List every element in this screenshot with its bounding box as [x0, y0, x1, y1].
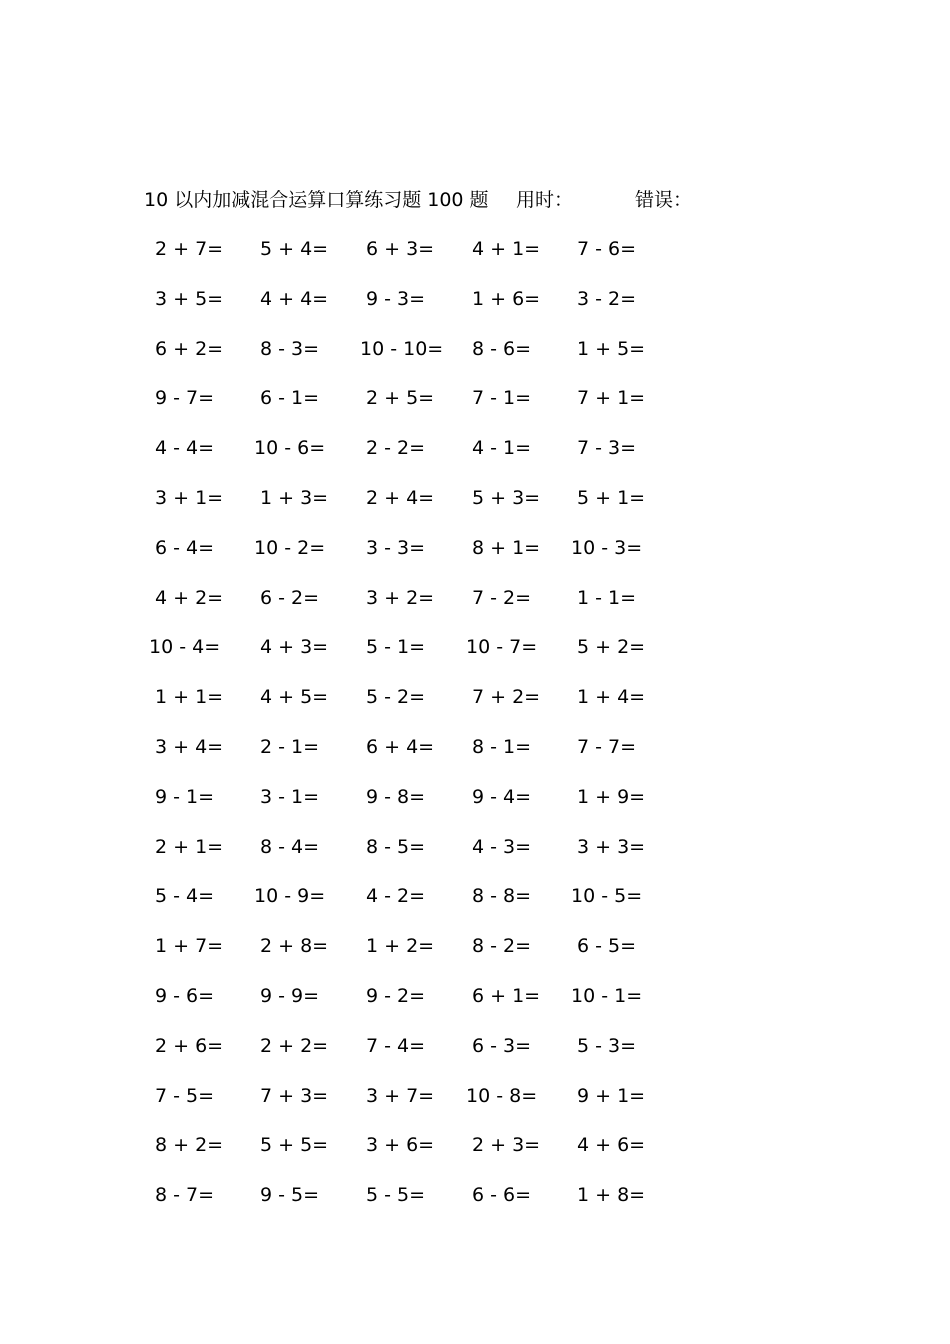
- math-problem: 6 - 1=: [260, 387, 320, 409]
- math-problem: 7 - 3=: [577, 437, 637, 459]
- math-problem: 6 - 2=: [260, 587, 320, 609]
- math-problem: 8 - 5=: [366, 836, 426, 858]
- math-problem: 10 - 4=: [149, 636, 221, 658]
- math-problem: 10 - 9=: [254, 885, 326, 907]
- math-problem: 2 + 1=: [155, 836, 224, 858]
- math-problem: 1 + 3=: [260, 487, 329, 509]
- math-problem: 1 + 1=: [155, 686, 224, 708]
- problem-row: [0, 533, 950, 563]
- math-problem: 10 - 3=: [571, 537, 643, 559]
- math-problem: 8 - 8=: [472, 885, 532, 907]
- problem-row: [0, 334, 950, 364]
- problem-row: [0, 583, 950, 613]
- math-problem: 9 - 4=: [472, 786, 532, 808]
- math-problem: 3 + 5=: [155, 288, 224, 310]
- math-problem: 8 + 1=: [472, 537, 541, 559]
- math-problem: 6 - 5=: [577, 935, 637, 957]
- math-problem: 4 + 5=: [260, 686, 329, 708]
- math-problem: 2 - 2=: [366, 437, 426, 459]
- math-problem: 3 + 1=: [155, 487, 224, 509]
- math-problem: 4 + 1=: [472, 238, 541, 260]
- math-problem: 6 - 3=: [472, 1035, 532, 1057]
- math-problem: 8 - 1=: [472, 736, 532, 758]
- math-problem: 2 + 4=: [366, 487, 435, 509]
- math-problem: 9 - 8=: [366, 786, 426, 808]
- math-problem: 3 - 1=: [260, 786, 320, 808]
- math-problem: 5 - 5=: [366, 1184, 426, 1206]
- math-problem: 6 + 3=: [366, 238, 435, 260]
- problem-row: [0, 483, 950, 513]
- math-problem: 3 + 6=: [366, 1134, 435, 1156]
- problem-row: [0, 383, 950, 413]
- math-problem: 1 + 7=: [155, 935, 224, 957]
- math-problem: 7 + 1=: [577, 387, 646, 409]
- math-problem: 6 - 4=: [155, 537, 215, 559]
- math-problem: 8 - 6=: [472, 338, 532, 360]
- math-problem: 2 + 6=: [155, 1035, 224, 1057]
- math-problem: 3 - 2=: [577, 288, 637, 310]
- math-problem: 7 - 6=: [577, 238, 637, 260]
- problem-row: [0, 782, 950, 812]
- math-problem: 5 - 4=: [155, 885, 215, 907]
- math-problem: 10 - 2=: [254, 537, 326, 559]
- problem-row: [0, 433, 950, 463]
- math-problem: 2 + 5=: [366, 387, 435, 409]
- math-problem: 5 - 3=: [577, 1035, 637, 1057]
- math-problem: 9 - 2=: [366, 985, 426, 1007]
- math-problem: 8 - 3=: [260, 338, 320, 360]
- math-problem: 3 + 2=: [366, 587, 435, 609]
- math-problem: 4 + 6=: [577, 1134, 646, 1156]
- math-problem: 8 - 2=: [472, 935, 532, 957]
- math-problem: 1 + 5=: [577, 338, 646, 360]
- math-problem: 9 + 1=: [577, 1085, 646, 1107]
- time-label: 用时：: [516, 189, 574, 211]
- math-problem: 8 - 7=: [155, 1184, 215, 1206]
- math-problem: 4 - 3=: [472, 836, 532, 858]
- problem-row: [0, 931, 950, 961]
- math-problem: 9 - 3=: [366, 288, 426, 310]
- problem-row: [0, 832, 950, 862]
- math-problem: 7 - 4=: [366, 1035, 426, 1057]
- math-problem: 5 + 3=: [472, 487, 541, 509]
- math-problem: 2 - 1=: [260, 736, 320, 758]
- problem-row: [0, 981, 950, 1011]
- math-problem: 10 - 1=: [571, 985, 643, 1007]
- math-problem: 9 - 9=: [260, 985, 320, 1007]
- math-problem: 10 - 7=: [466, 636, 538, 658]
- math-problem: 2 + 8=: [260, 935, 329, 957]
- math-problem: 1 + 6=: [472, 288, 541, 310]
- math-problem: 7 + 3=: [260, 1085, 329, 1107]
- math-problem: 4 - 4=: [155, 437, 215, 459]
- problem-row: [0, 284, 950, 314]
- math-problem: 10 - 10=: [360, 338, 444, 360]
- math-problem: 9 - 7=: [155, 387, 215, 409]
- math-problem: 4 - 1=: [472, 437, 532, 459]
- math-problem: 3 - 3=: [366, 537, 426, 559]
- math-problem: 5 + 4=: [260, 238, 329, 260]
- problem-row: [0, 632, 950, 662]
- problem-row: [0, 682, 950, 712]
- math-problem: 6 + 4=: [366, 736, 435, 758]
- math-problem: 10 - 6=: [254, 437, 326, 459]
- math-problem: 10 - 8=: [466, 1085, 538, 1107]
- math-problem: 6 + 2=: [155, 338, 224, 360]
- math-problem: 7 - 2=: [472, 587, 532, 609]
- math-problem: 9 - 1=: [155, 786, 215, 808]
- math-problem: 5 + 5=: [260, 1134, 329, 1156]
- math-problem: 1 + 2=: [366, 935, 435, 957]
- math-problem: 6 - 6=: [472, 1184, 532, 1206]
- problem-row: [0, 1180, 950, 1210]
- math-problem: 8 - 4=: [260, 836, 320, 858]
- math-problem: 7 - 5=: [155, 1085, 215, 1107]
- math-problem: 7 - 7=: [577, 736, 637, 758]
- math-problem: 3 + 3=: [577, 836, 646, 858]
- problem-row: [0, 1130, 950, 1160]
- math-problem: 7 + 2=: [472, 686, 541, 708]
- math-problem: 2 + 2=: [260, 1035, 329, 1057]
- page-title: 10 以内加减混合运算口算练习题 100 题: [144, 189, 489, 211]
- math-problem: 3 + 7=: [366, 1085, 435, 1107]
- math-problem: 10 - 5=: [571, 885, 643, 907]
- math-problem: 5 + 1=: [577, 487, 646, 509]
- problem-row: [0, 1081, 950, 1111]
- problem-row: [0, 881, 950, 911]
- math-problem: 4 - 2=: [366, 885, 426, 907]
- errors-label: 错误：: [635, 189, 693, 211]
- math-problem: 2 + 7=: [155, 238, 224, 260]
- math-problem: 8 + 2=: [155, 1134, 224, 1156]
- problem-row: [0, 1031, 950, 1061]
- math-problem: 5 - 2=: [366, 686, 426, 708]
- problem-row: [0, 732, 950, 762]
- math-problem: 4 + 3=: [260, 636, 329, 658]
- math-problem: 1 + 8=: [577, 1184, 646, 1206]
- math-problem: 1 - 1=: [577, 587, 637, 609]
- math-problem: 2 + 3=: [472, 1134, 541, 1156]
- math-problem: 6 + 1=: [472, 985, 541, 1007]
- math-problem: 4 + 2=: [155, 587, 224, 609]
- math-problem: 9 - 6=: [155, 985, 215, 1007]
- math-problem: 1 + 9=: [577, 786, 646, 808]
- math-problem: 5 + 2=: [577, 636, 646, 658]
- math-problem: 3 + 4=: [155, 736, 224, 758]
- math-problem: 9 - 5=: [260, 1184, 320, 1206]
- math-problem: 1 + 4=: [577, 686, 646, 708]
- math-problem: 5 - 1=: [366, 636, 426, 658]
- math-problem: 7 - 1=: [472, 387, 532, 409]
- problem-row: [0, 234, 950, 264]
- math-problem: 4 + 4=: [260, 288, 329, 310]
